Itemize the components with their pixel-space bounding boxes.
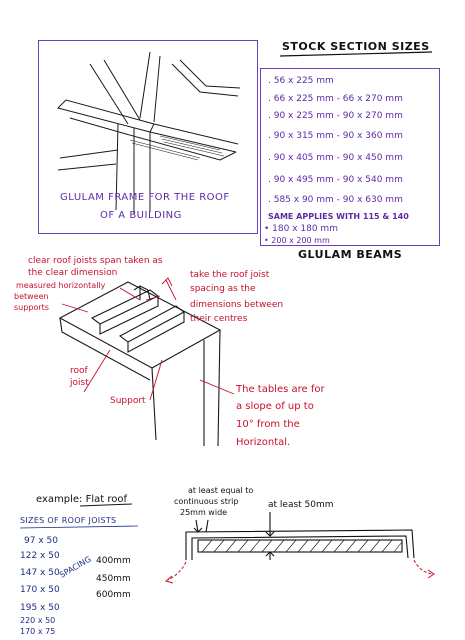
frame-caption-line2: OF A BUILDING bbox=[100, 210, 182, 221]
clear-span-note-0: clear roof joists span taken as bbox=[28, 256, 163, 266]
clear-span-note-3: between bbox=[14, 292, 49, 301]
example-title: example: Flat roof bbox=[36, 494, 127, 505]
joist-size-0: 97 x 50 bbox=[24, 536, 58, 546]
spacing-note-3: their centres bbox=[190, 314, 248, 324]
stock-line-9: • 200 x 200 mm bbox=[264, 236, 330, 245]
stock-line-7: SAME APPLIES WITH 115 & 140 bbox=[268, 212, 409, 221]
stock-line-8: • 180 x 180 mm bbox=[264, 224, 338, 234]
tables-note-1: a slope of up to bbox=[236, 401, 314, 412]
flat-roof-note-line2: continuous strip bbox=[174, 497, 239, 506]
flat-roof-note-right: at least 50mm bbox=[268, 500, 334, 510]
spacing-1: 450mm bbox=[96, 574, 131, 584]
clear-span-note-4: supports bbox=[14, 303, 49, 312]
stock-line-6: . 585 x 90 mm - 90 x 630 mm bbox=[268, 195, 403, 205]
stock-line-0: . 56 x 225 mm bbox=[268, 76, 334, 86]
frame-caption-line1: GLULAM FRAME FOR THE ROOF bbox=[60, 192, 230, 203]
joist-size-2: 147 x 50 bbox=[20, 568, 60, 578]
joist-size-6: 170 x 75 bbox=[20, 627, 56, 636]
stock-line-5: . 90 x 495 mm - 90 x 540 mm bbox=[268, 175, 403, 185]
tables-note-0: The tables are for bbox=[236, 384, 325, 395]
spacing-note-1: spacing as the bbox=[190, 284, 256, 294]
roof-joist-label-0: roof bbox=[70, 366, 88, 376]
stock-title: STOCK SECTION SIZES bbox=[282, 40, 430, 53]
stock-line-4: . 90 x 405 mm - 90 x 450 mm bbox=[268, 153, 403, 163]
clear-span-note-2: measured horizontally bbox=[16, 281, 106, 290]
spacing-note-0: take the roof joist bbox=[190, 270, 270, 280]
support-label: Support bbox=[110, 396, 146, 406]
spacing-2: 600mm bbox=[96, 590, 131, 600]
joist-size-3: 170 x 50 bbox=[20, 585, 60, 595]
stock-line-1: . 66 x 225 mm - 66 x 270 mm bbox=[268, 94, 403, 104]
roof-joist-label-1: joist bbox=[70, 378, 89, 388]
stock-line-3: . 90 x 315 mm - 90 x 360 mm bbox=[268, 131, 403, 141]
spacing-note-2: dimensions between bbox=[190, 300, 284, 310]
tables-note-2: 10° from the bbox=[236, 419, 300, 430]
joist-size-1: 122 x 50 bbox=[20, 551, 60, 561]
spacing-0: 400mm bbox=[96, 556, 131, 566]
flat-roof-note-line1: at least equal to bbox=[188, 486, 254, 495]
stock-line-2: . 90 x 225 mm - 90 x 270 mm bbox=[268, 111, 403, 121]
joist-size-5: 220 x 50 bbox=[20, 616, 56, 625]
sizes-heading: SIZES OF ROOF JOISTS bbox=[20, 516, 117, 525]
spacing-word: SPACING bbox=[58, 554, 93, 580]
tables-note-3: Horizontal. bbox=[236, 437, 291, 448]
clear-span-note-1: the clear dimension bbox=[28, 268, 118, 278]
flat-roof-note-line3: 25mm wide bbox=[180, 508, 228, 517]
joist-size-4: 195 x 50 bbox=[20, 603, 60, 613]
stock-footer: GLULAM BEAMS bbox=[298, 248, 403, 261]
